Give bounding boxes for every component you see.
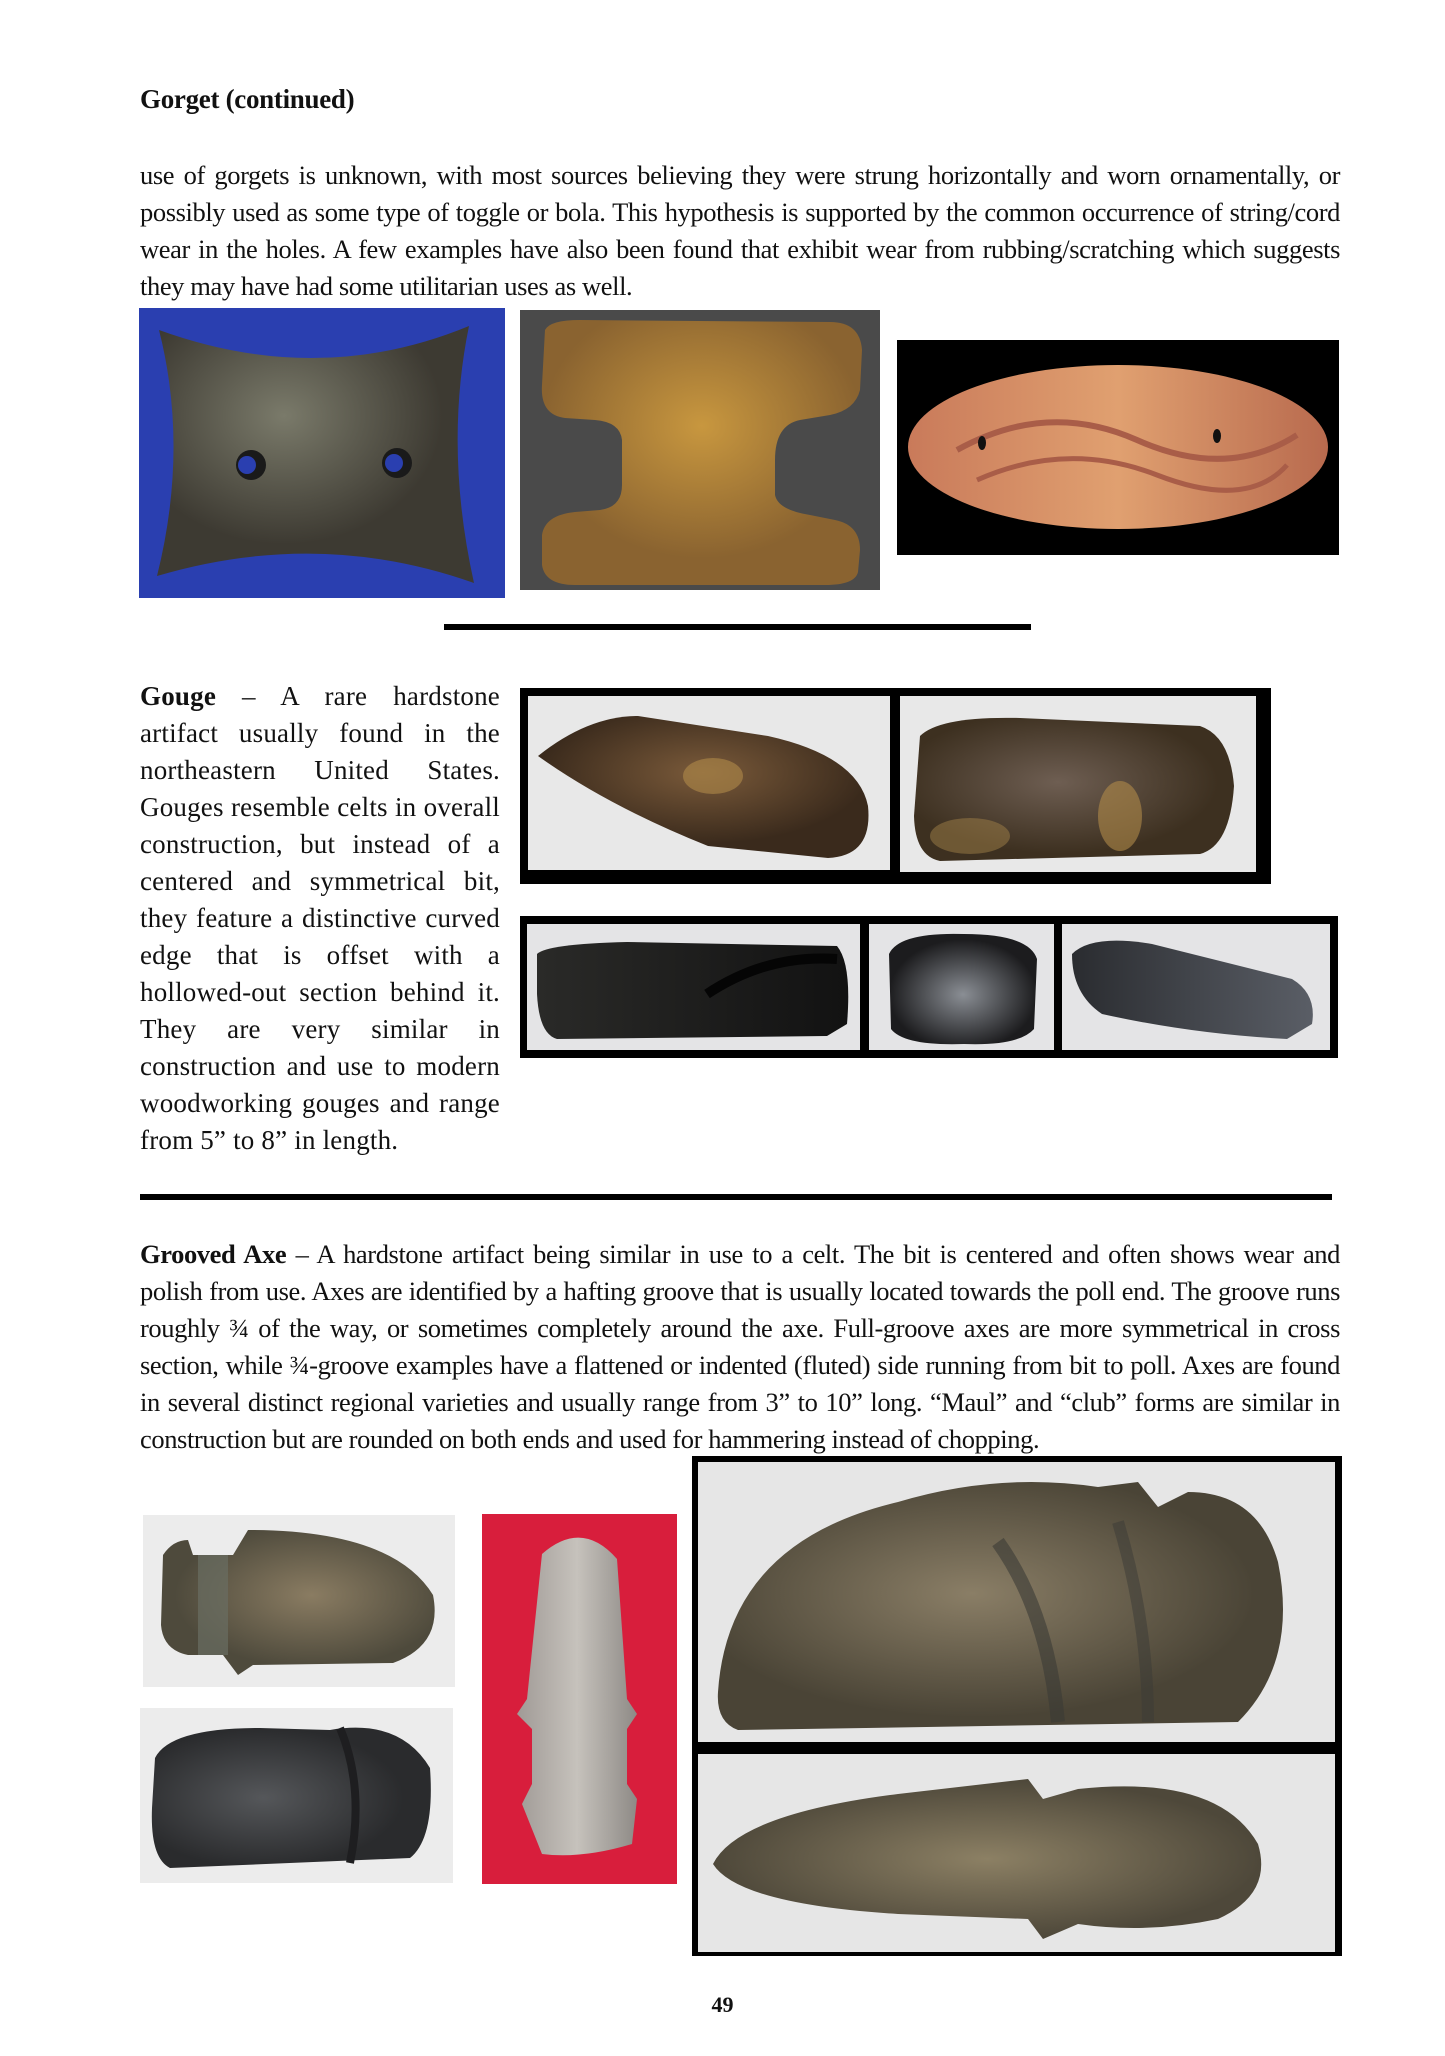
gouge-paragraph bbox=[140, 678, 500, 1159]
gorget-image-blue bbox=[139, 308, 505, 598]
gouge-term: Gouge bbox=[140, 681, 217, 711]
gouge-description: – A rare hardstone artifact usually found in the northeastern United States. Gouges resemble celts in overall construction, but instead of a centered and symmetrical bit, they feature a distinctive curved edge that is offset with a hollowed-out section behind it. They are very similar in construction and use to modern woodworking gouges and range from 5” to 8” in length. bbox=[140, 681, 500, 1155]
gouge-image-brown-side bbox=[528, 696, 890, 870]
grooved-axe-image-tan bbox=[143, 1515, 455, 1687]
gouge-image-frame-bottom bbox=[520, 916, 1338, 1058]
gouge-image-black-angled bbox=[1062, 924, 1330, 1050]
page-number: 49 bbox=[711, 1992, 734, 2017]
gorget-image-pink bbox=[897, 340, 1339, 555]
grooved-axe-image-dark bbox=[140, 1708, 453, 1883]
gouge-image-black-end bbox=[869, 924, 1054, 1050]
gouge-image-frame-top bbox=[520, 688, 1271, 884]
gorget-paragraph: use of gorgets is unknown, with most sources believing they were strung horizontally and worn ornamentally, or possibly used as some type of toggle or bola. This hypothesis is supported by the common occurrence of string/cord wear in the holes. A few examples have also been found that exhibit wear from rubbing/scratching which suggests they may have had some utilitarian uses as well. bbox=[140, 160, 1340, 301]
gouge-image-black-side bbox=[527, 924, 860, 1050]
grooved-axe-description: – A hardstone artifact being similar in use to a celt. The bit is centered and often shows wear and polish from use. Axes are identified by a hafting groove that is usually located towards the poll end. The groove runs roughly ¾ of the way, or sometimes completely around the axe. Full-groove axes are more symmetrical in cross section, while ¾-groove examples have a flattened or indented (fluted) side running from bit to poll. Axes are found in several distinct regional varieties and usually range from 3” to 10” long. “Maul” and “club” forms are similar in construction but are rounded on both ends and used for hammering instead of chopping. bbox=[140, 1239, 1341, 1454]
grooved-axe-image-large bbox=[698, 1462, 1335, 1742]
grooved-axe-image-profile bbox=[698, 1754, 1335, 1952]
grooved-club-image-red bbox=[482, 1514, 677, 1884]
section-heading: Gorget (continued) bbox=[140, 84, 355, 114]
grooved-axe-image-frame bbox=[692, 1456, 1342, 1956]
gouge-image-brown-top bbox=[900, 696, 1256, 872]
section-divider bbox=[444, 624, 1031, 630]
gorget-image-tan bbox=[520, 310, 880, 590]
grooved-axe-term: Grooved Axe bbox=[140, 1239, 287, 1269]
section-divider bbox=[140, 1194, 1332, 1200]
grooved-axe-paragraph bbox=[140, 1236, 1340, 1458]
